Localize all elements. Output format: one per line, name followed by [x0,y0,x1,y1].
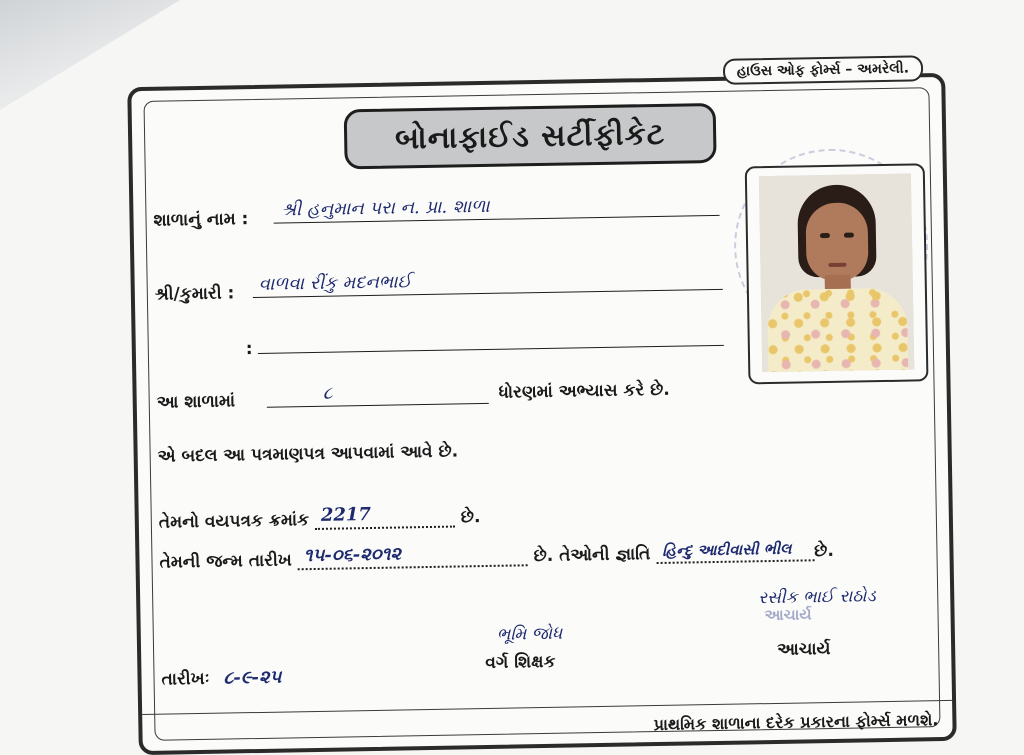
principal-row [777,639,831,660]
birth-middle: છે. તેઓની જ્ઞાતિ [533,544,651,567]
school-name-row [153,209,248,231]
extra-line-row [246,339,253,359]
date-row [161,667,281,690]
register-value: 2217 [320,504,372,526]
student-name-label: શ્રી/કુમારી : [154,283,235,305]
register-suffix: છે. [460,507,481,528]
standard-value: ૮ [322,382,333,404]
student-photo [759,174,914,373]
birth-date-value: ૧૫-૦૬-૨૦૧૨ [303,543,402,567]
principal-signature: રસીક ભાઈ રાઠોડ [758,586,876,609]
birth-suffix: છે. [814,540,834,562]
class-teacher-row [485,652,556,673]
date-value: ૮-૯-૨૫ [223,666,282,689]
footer-text: પ્રાથમિક શાળાના દરેક પ્રકારના ફોર્મ્સ મળશે. [653,710,939,735]
register-dots [315,504,455,530]
student-name-row [155,283,235,304]
purpose-text: એ બદલ આ પત્રમાણપત્ર આપવામાં આવે છે. [157,441,459,467]
birth-prefix: તેમની જન્મ તારીખ [159,550,293,573]
principal-label: આચાર્ય [776,639,831,660]
register-prefix: તેમનો વયપત્રક ક્રમાંક [158,510,310,533]
school-name-label: શાળાનું નામ : [153,209,249,231]
principal-stamp-text: આચાર્ય [764,605,812,625]
certificate-sheet [127,60,957,755]
standard-suffix: ધોરણમાં અભ્યાસ કરે છે. [498,379,670,403]
date-label: તારીખઃ [161,668,210,690]
standard-line [266,379,488,408]
caste-dots [656,541,814,564]
standard-prefix: આ શાળામાં [156,391,236,413]
class-teacher-signature: ભૂમિ જોધ [496,623,563,645]
birth-dots [298,543,528,570]
certificate-title [344,103,717,169]
student-photo-frame [745,163,929,384]
extra-line-colon: : [245,339,253,360]
publisher-label: હાઉસ ઓફ ફોર્મ્સ – અમરેલી. [723,55,924,84]
standard-suffix-row [498,380,669,403]
school-name-value: શ્રી હનુમાન પરા ન. પ્રા. શાળા [281,195,490,221]
standard-row [157,391,236,412]
student-name-value: વાળવા રીંકુ મદનભાઈ [258,271,412,295]
certificate-title-text: બોનાફાઈડ સર્ટીફીકેટ [394,116,666,157]
class-teacher-label: વર્ગ શિક્ષક [485,651,556,674]
caste-value: હિન્દુ આદીવાસી ભીલ [662,539,792,560]
